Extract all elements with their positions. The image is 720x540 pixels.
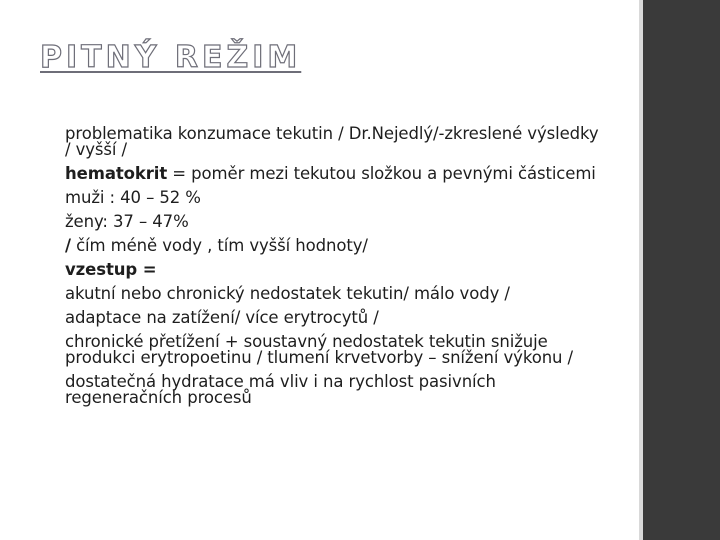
list-item: vzestup = bbox=[65, 260, 157, 279]
list-item: akutní nebo chronický nedostatek tekutin/ málo vody / bbox=[65, 284, 510, 303]
list-item: problematika konzumace tekutin / Dr.Nejedlý/-zkreslené výsledky / vyšší / bbox=[65, 124, 599, 159]
list-item: / čím méně vody , tím vyšší hodnoty/ bbox=[65, 236, 368, 255]
list-item: chronické přetížení + soustavný nedostatek tekutin snižuje produkci erytropoetinu / tlumení krvetvorby – snížení výkonu / bbox=[65, 332, 574, 367]
bullet-list bbox=[44, 126, 604, 414]
list-item: adaptace na zatížení/ více erytrocytů / bbox=[65, 308, 379, 327]
list-item: hematokrit = poměr mezi tekutou složkou a pevnými částicemi bbox=[65, 164, 596, 183]
list-item: dostatečná hydratace má vliv i na rychlost pasivních regeneračních procesů bbox=[65, 372, 496, 407]
list-item: muži : 40 – 52 % bbox=[65, 188, 201, 207]
decorative-sidebar bbox=[643, 0, 720, 540]
list-item: ženy: 37 – 47% bbox=[65, 212, 189, 231]
slide-title: PITNÝ REŽIM bbox=[40, 40, 302, 75]
